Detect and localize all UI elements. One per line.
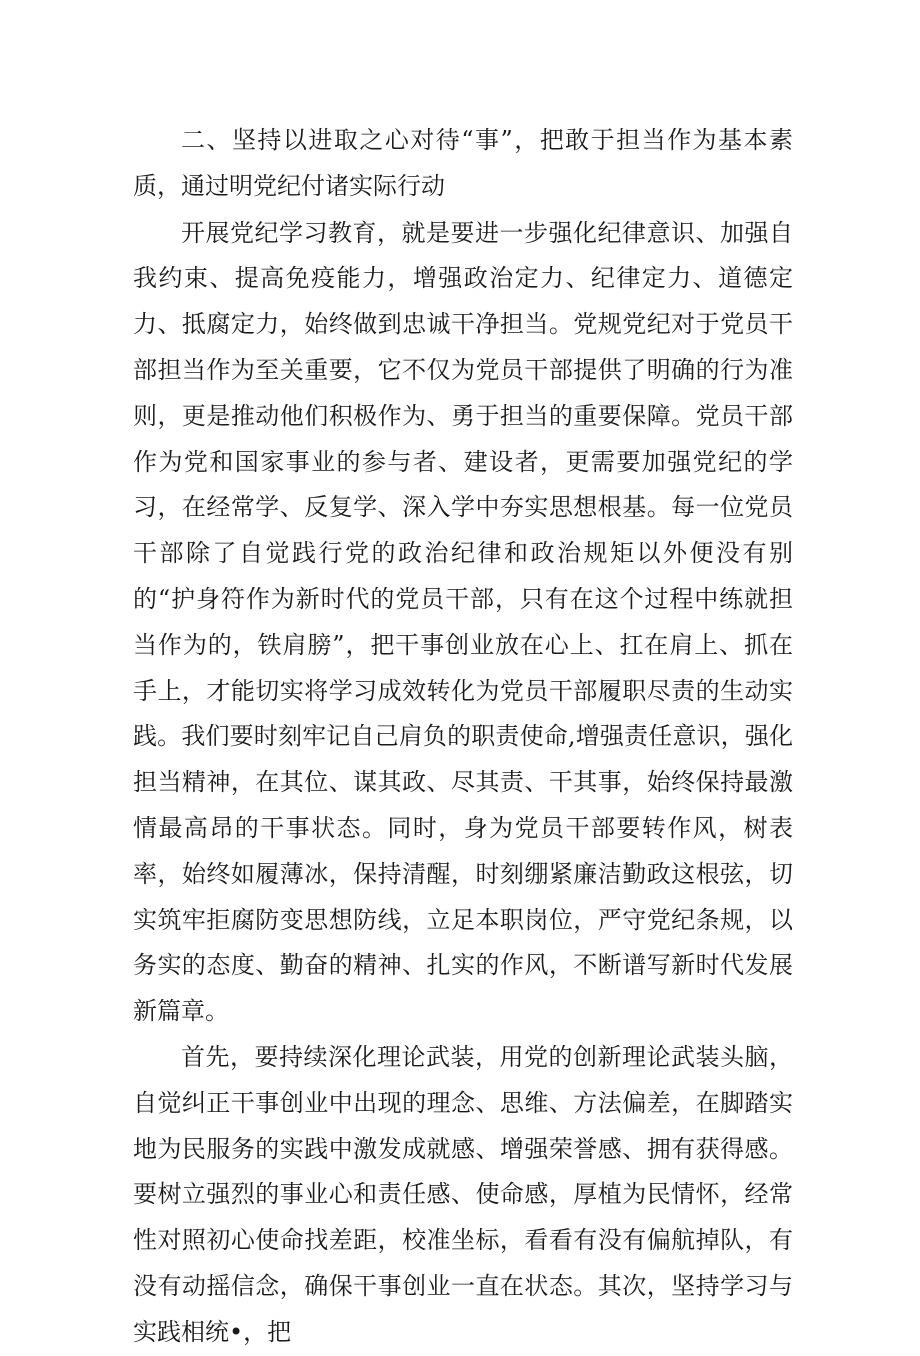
document-body: [133, 118, 793, 1356]
paragraph-2: 首先，要持续深化理论武装，用党的创新理论武装头脑，自觉纠正干事创业中出现的理念、思维、方法偏差，在脚踏实地为民服务的实践中激发成就感、增强荣誉感、拥有获得感。要树立强烈的事业心和责任感、使命感，厚植为民情怀，经常性对照初心使命找差距，校准坐标，看看有没有偏航掉队，有没有动摇信念，确保干事创业一直在状态。其次，坚持学习与实践相统•，把: [133, 1042, 793, 1346]
section-heading: 二、坚持以进取之心对待“事”，把敢于担当作为基本素质，通过明党纪付诸实际行动: [133, 126, 793, 200]
paragraph-1: 开展党纪学习教育，就是要进一步强化纪律意识、加强自我约束、提高免疫能力，增强政治定力、纪律定力、道德定力、抵腐定力，始终做到忠诚干净担当。党规党纪对于党员干部担当作为至关重要，它不仅为党员干部提供了明确的行为准则，更是推动他们积极作为、勇于担当的重要保障。党员干部作为党和国家事业的参与者、建设者，更需要加强党纪的学习，在经常学、反复学、深入学中夯实思想根基。每一位党员干部除了自觉践行党的政治纪律和政治规矩以外便没有别的“护身符作为新时代的党员干部，只有在这个过程中练就担当作为的，铁肩膀”，把干事创业放在心上、扛在肩上、抓在手上，才能切实将学习成效转化为党员干部履职尽责的生动实践。我们要时刻牢记自己肩负的职责使命,增强责任意识，强化担当精神，在其位、谋其政、尽其责、干其事，始终保持最激情最高昂的干事状态。同时，身为党员干部要转作风，树表率，始终如履薄冰，保持清醒，时刻绷紧廉洁勤政这根弦，切实筑牢拒腐防变思想防线，立足本职岗位，严守党纪条规，以务实的态度、勤奋的精神、扎实的作风，不断谱写新时代发展新篇章。: [133, 218, 793, 1026]
